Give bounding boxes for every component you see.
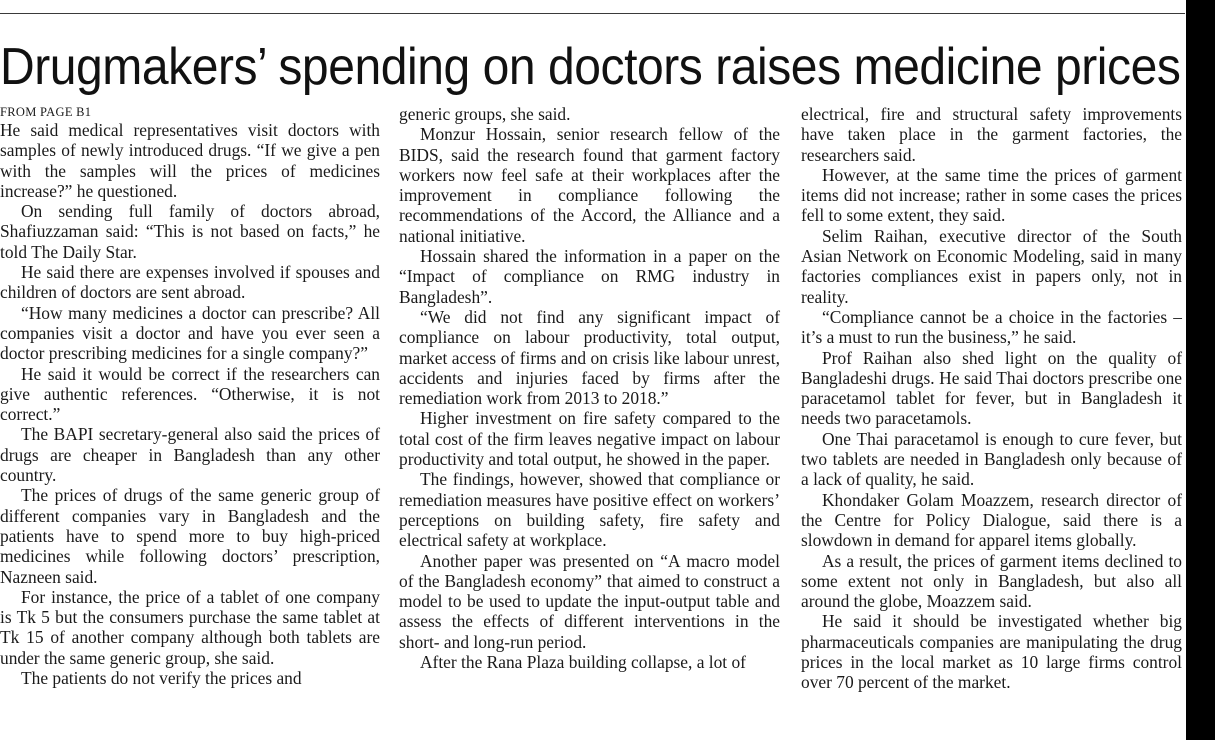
paragraph: As a result, the prices of garment items declined to some extent not only in Bangladesh, but also all around the globe, Moazzem said. xyxy=(801,550,1182,612)
paragraph: electrical, fire and structural safety improvements have taken place in the garment factories, the researchers said. xyxy=(801,104,1182,165)
headline: Drugmakers’ spending on doctors raises medicine prices xyxy=(0,38,1181,96)
paragraph: He said there are expenses involved if spouses and children of doctors are sent abroad. xyxy=(0,262,380,303)
paragraph: After the Rana Plaza building collapse, a lot of xyxy=(420,652,746,673)
top-rule xyxy=(0,13,1185,14)
paragraph: Another paper was presented on “A macro model of the Bangladesh economy” that aimed to construct a model to be used to update the input-output table and assess the effects of different interventions in the short- and long-run period. xyxy=(399,550,780,652)
paragraph: For instance, the price of a tablet of one company is Tk 5 but the consumers purchase the same tablet at Tk 15 of another company although both tablets are under the same generic group, she said. xyxy=(0,586,380,668)
page-edge-bar xyxy=(1186,0,1215,740)
paragraph: generic groups, she said. xyxy=(399,104,571,124)
paragraph: The patients do not verify the prices and xyxy=(21,668,302,689)
paragraph: “We did not find any significant impact of compliance on labour productivity, total output, market access of firms and on crisis like labour unrest, accidents and injuries faced by firms after the remediation work from 2013 to 2018.” xyxy=(399,306,780,409)
paragraph: Khondaker Golam Moazzem, research director of the Centre for Policy Dialogue, said there is a slowdown in demand for apparel items globally. xyxy=(801,489,1182,551)
paragraph: On sending full family of doctors abroad, Shafiuzzaman said: “This is not based on facts,” he told The Daily Star. xyxy=(0,201,380,262)
jump-line: FROM PAGE B1 xyxy=(0,105,92,119)
article-column-3 xyxy=(801,104,1182,693)
paragraph: He said it would be correct if the researchers can give authentic references. “Otherwise, it is not correct.” xyxy=(0,363,380,425)
paragraph: He said medical representatives visit doctors with samples of newly introduced drugs. “If we give a pen with the samples will the prices of medicines increase?” he questioned. xyxy=(0,120,380,201)
paragraph: The findings, however, showed that compliance or remediation measures have positive effect on workers’ perceptions on building safety, fire safety and electrical safety at workplace. xyxy=(399,469,780,551)
paragraph: Selim Raihan, executive director of the South Asian Network on Economic Modeling, said in many factories compliances exist in papers only, not in reality. xyxy=(801,225,1182,307)
paragraph: He said it should be investigated whether big pharmaceuticals companies are manipulating the drug prices in the local market as 10 large firms control over 70 percent of the market. xyxy=(801,611,1182,693)
paragraph: Prof Raihan also shed light on the quality of Bangladeshi drugs. He said Thai doctors prescribe one paracetamol tablet for fever, but in Bangladesh it needs two paracetamols. xyxy=(801,347,1182,429)
paragraph: Monzur Hossain, senior research fellow of the BIDS, said the research found that garment factory workers now feel safe at their workplaces after the improvement in compliance following the recommendations of the Accord, the Alliance and a national initiative. xyxy=(399,124,780,246)
paragraph: Higher investment on fire safety compared to the total cost of the firm leaves negative impact on labour productivity and total output, he showed in the paper. xyxy=(399,408,780,470)
paragraph: However, at the same time the prices of garment items did not increase; rather in some cases the prices fell to some extent, they said. xyxy=(801,164,1182,226)
paragraph: The prices of drugs of the same generic group of different companies vary in Bangladesh and the patients have to spend more to buy high-priced medicines while following doctors’ prescription, Nazneen said. xyxy=(0,485,380,587)
paragraph: Hossain shared the information in a paper on the “Impact of compliance on RMG industry in Bangladesh”. xyxy=(399,246,780,307)
paragraph: The BAPI secretary-general also said the prices of drugs are cheaper in Bangladesh than any other country. xyxy=(0,424,380,486)
paragraph: One Thai paracetamol is enough to cure fever, but two tablets are needed in Bangladesh only because of a lack of quality, he said. xyxy=(801,428,1182,490)
article-column-1 xyxy=(0,104,380,688)
paragraph: “How many medicines a doctor can prescribe? All companies visit a doctor and have you ever seen a doctor prescribing medicines for a single company?” xyxy=(0,302,380,364)
paragraph: “Compliance cannot be a choice in the factories – it’s a must to run the business,” he said. xyxy=(801,306,1182,348)
article-column-2 xyxy=(399,104,780,672)
